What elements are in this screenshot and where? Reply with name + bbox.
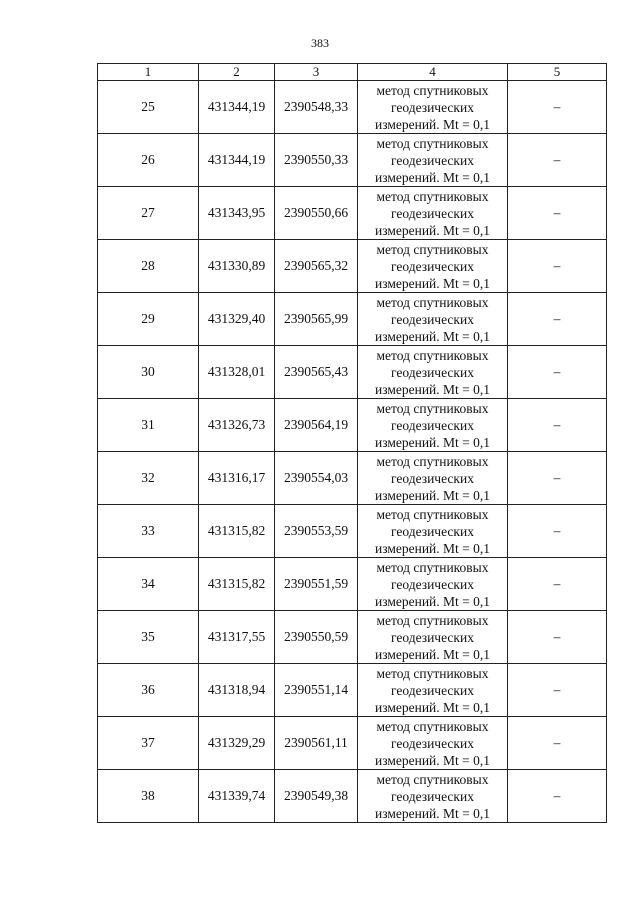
x-coordinate: 431344,19: [199, 81, 275, 134]
method-line-3: измерений. Mt = 0,1: [374, 487, 491, 503]
note-cell: –: [508, 81, 607, 134]
method-line-1: метод спутниковых: [376, 241, 489, 257]
method-description: [358, 81, 508, 134]
y-coordinate: 2390550,66: [275, 187, 358, 240]
y-coordinate: 2390565,32: [275, 240, 358, 293]
y-coordinate: 2390548,33: [275, 81, 358, 134]
method-description: [358, 293, 508, 346]
x-coordinate: 431329,29: [199, 717, 275, 770]
method-line-3: измерений. Mt = 0,1: [374, 699, 491, 715]
table-row: [98, 293, 607, 346]
note-cell: –: [508, 611, 607, 664]
method-line-3: измерений. Mt = 0,1: [374, 275, 491, 291]
method-line-1: метод спутниковых: [376, 506, 489, 522]
table-row: [98, 187, 607, 240]
method-line-2: геодезических: [391, 523, 474, 539]
method-description: [358, 134, 508, 187]
method-line-2: геодезических: [391, 417, 474, 433]
table-row: [98, 346, 607, 399]
column-header-5: 5: [508, 64, 607, 81]
x-coordinate: 431339,74: [199, 770, 275, 823]
column-header-1: 1: [98, 64, 199, 81]
point-number: 31: [98, 399, 199, 452]
method-line-1: метод спутниковых: [376, 400, 489, 416]
y-coordinate: 2390551,14: [275, 664, 358, 717]
point-number: 25: [98, 81, 199, 134]
method-line-1: метод спутниковых: [376, 612, 489, 628]
y-coordinate: 2390549,38: [275, 770, 358, 823]
method-line-2: геодезических: [391, 205, 474, 221]
y-coordinate: 2390561,11: [275, 717, 358, 770]
method-description: [358, 717, 508, 770]
method-description: [358, 452, 508, 505]
point-number: 38: [98, 770, 199, 823]
method-line-1: метод спутниковых: [376, 665, 489, 681]
x-coordinate: 431328,01: [199, 346, 275, 399]
point-number: 33: [98, 505, 199, 558]
x-coordinate: 431330,89: [199, 240, 275, 293]
note-cell: –: [508, 452, 607, 505]
method-line-2: геодезических: [391, 470, 474, 486]
y-coordinate: 2390565,99: [275, 293, 358, 346]
table-header: [98, 64, 607, 81]
x-coordinate: 431316,17: [199, 452, 275, 505]
note-cell: –: [508, 717, 607, 770]
method-line-1: метод спутниковых: [376, 188, 489, 204]
method-line-3: измерений. Mt = 0,1: [374, 646, 491, 662]
point-number: 34: [98, 558, 199, 611]
method-description: [358, 187, 508, 240]
note-cell: –: [508, 134, 607, 187]
x-coordinate: 431315,82: [199, 558, 275, 611]
y-coordinate: 2390551,59: [275, 558, 358, 611]
method-description: [358, 505, 508, 558]
table-row: [98, 505, 607, 558]
table-row: [98, 770, 607, 823]
method-line-1: метод спутниковых: [376, 294, 489, 310]
x-coordinate: 431317,55: [199, 611, 275, 664]
note-cell: –: [508, 187, 607, 240]
x-coordinate: 431344,19: [199, 134, 275, 187]
method-line-3: измерений. Mt = 0,1: [374, 381, 491, 397]
method-line-3: измерений. Mt = 0,1: [374, 222, 491, 238]
table-row: [98, 558, 607, 611]
method-line-2: геодезических: [391, 629, 474, 645]
point-number: 37: [98, 717, 199, 770]
method-line-2: геодезических: [391, 788, 474, 804]
note-cell: –: [508, 770, 607, 823]
method-line-3: измерений. Mt = 0,1: [374, 540, 491, 556]
table-row: [98, 399, 607, 452]
method-line-2: геодезических: [391, 258, 474, 274]
note-cell: –: [508, 505, 607, 558]
y-coordinate: 2390565,43: [275, 346, 358, 399]
point-number: 26: [98, 134, 199, 187]
y-coordinate: 2390564,19: [275, 399, 358, 452]
table-row: [98, 452, 607, 505]
method-line-1: метод спутниковых: [376, 771, 489, 787]
table-row: [98, 81, 607, 134]
x-coordinate: 431343,95: [199, 187, 275, 240]
note-cell: –: [508, 346, 607, 399]
method-line-2: геодезических: [391, 364, 474, 380]
method-description: [358, 770, 508, 823]
method-line-1: метод спутниковых: [376, 718, 489, 734]
method-description: [358, 399, 508, 452]
note-cell: –: [508, 558, 607, 611]
method-line-3: измерений. Mt = 0,1: [374, 752, 491, 768]
method-description: [358, 240, 508, 293]
table-row: [98, 134, 607, 187]
header-row: [98, 64, 607, 81]
method-line-3: измерений. Mt = 0,1: [374, 169, 491, 185]
x-coordinate: 431329,40: [199, 293, 275, 346]
method-line-2: геодезических: [391, 576, 474, 592]
point-number: 28: [98, 240, 199, 293]
column-header-3: 3: [275, 64, 358, 81]
coordinates-table: [97, 63, 607, 823]
method-description: [358, 611, 508, 664]
method-line-1: метод спутниковых: [376, 82, 489, 98]
point-number: 35: [98, 611, 199, 664]
method-line-1: метод спутниковых: [376, 135, 489, 151]
point-number: 36: [98, 664, 199, 717]
x-coordinate: 431315,82: [199, 505, 275, 558]
method-line-2: геодезических: [391, 735, 474, 751]
y-coordinate: 2390550,33: [275, 134, 358, 187]
y-coordinate: 2390550,59: [275, 611, 358, 664]
table-row: [98, 664, 607, 717]
method-line-2: геодезических: [391, 152, 474, 168]
method-line-3: измерений. Mt = 0,1: [374, 805, 491, 821]
method-description: [358, 346, 508, 399]
table-body: [98, 81, 607, 823]
column-header-4: 4: [358, 64, 508, 81]
method-line-3: измерений. Mt = 0,1: [374, 328, 491, 344]
note-cell: –: [508, 293, 607, 346]
note-cell: –: [508, 240, 607, 293]
method-line-3: измерений. Mt = 0,1: [374, 434, 491, 450]
table-row: [98, 240, 607, 293]
x-coordinate: 431318,94: [199, 664, 275, 717]
column-header-2: 2: [199, 64, 275, 81]
y-coordinate: 2390553,59: [275, 505, 358, 558]
method-line-1: метод спутниковых: [376, 559, 489, 575]
method-line-2: геодезических: [391, 99, 474, 115]
method-line-3: измерений. Mt = 0,1: [374, 593, 491, 609]
method-line-3: измерений. Mt = 0,1: [374, 116, 491, 132]
point-number: 30: [98, 346, 199, 399]
method-line-2: геодезических: [391, 311, 474, 327]
method-description: [358, 664, 508, 717]
table-row: [98, 717, 607, 770]
method-description: [358, 558, 508, 611]
method-line-1: метод спутниковых: [376, 347, 489, 363]
x-coordinate: 431326,73: [199, 399, 275, 452]
y-coordinate: 2390554,03: [275, 452, 358, 505]
method-line-2: геодезических: [391, 682, 474, 698]
page-number: 383: [311, 36, 329, 50]
point-number: 32: [98, 452, 199, 505]
table-row: [98, 611, 607, 664]
point-number: 29: [98, 293, 199, 346]
note-cell: –: [508, 399, 607, 452]
point-number: 27: [98, 187, 199, 240]
method-line-1: метод спутниковых: [376, 453, 489, 469]
note-cell: –: [508, 664, 607, 717]
